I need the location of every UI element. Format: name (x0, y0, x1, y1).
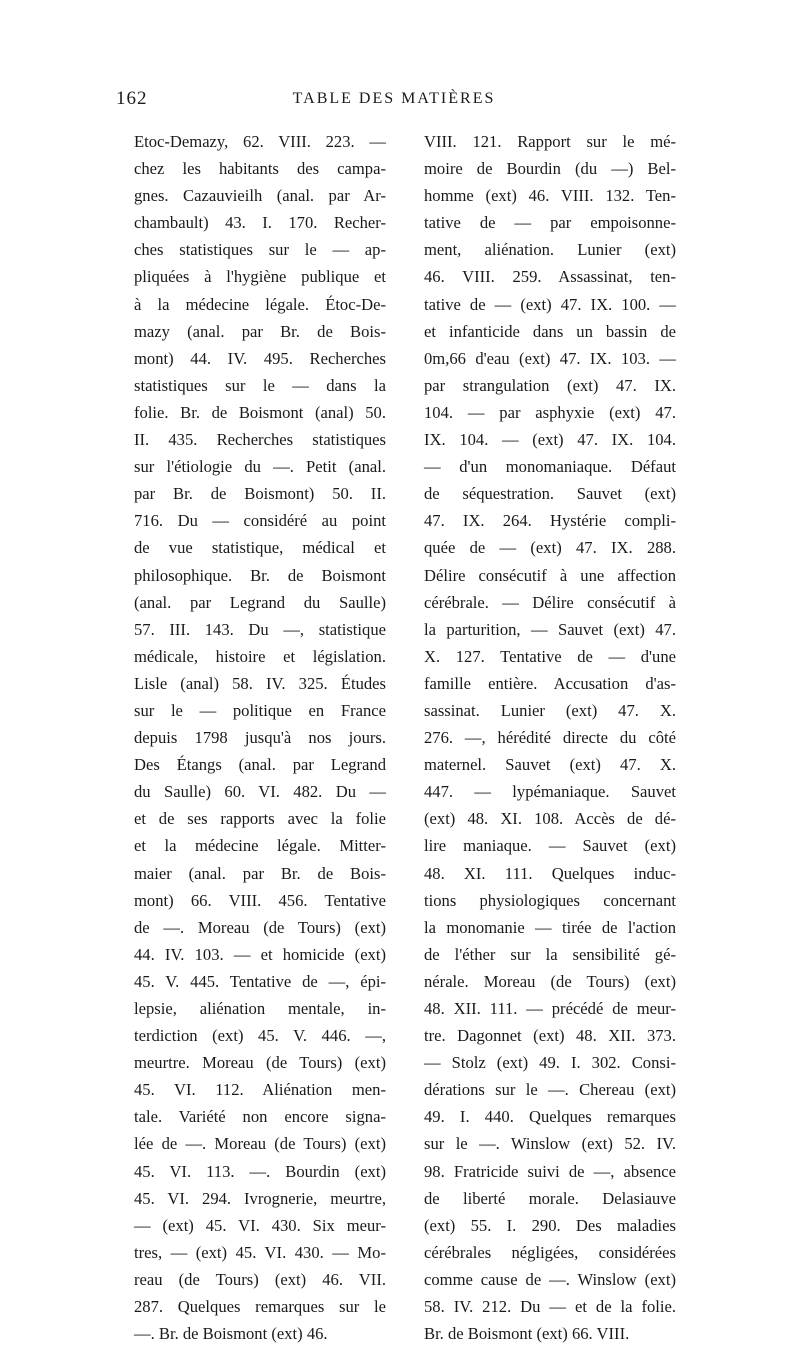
left-column-line: mont) 44. IV. 495. Recherches (134, 348, 386, 368)
right-column-line: — Stolz (ext) 49. I. 302. Consi- (424, 1053, 676, 1073)
right-column-line: Délire consécutif à une affection (424, 565, 676, 585)
left-column (134, 128, 386, 1344)
right-column-line: de séquestration. Sauvet (ext) (424, 484, 676, 504)
right-column-line: homme (ext) 46. VIII. 132. Ten- (424, 186, 676, 206)
left-column-line: II. 435. Recherches statistiques (134, 430, 386, 450)
right-column-line: 58. IV. 212. Du — et de la folie. (424, 1297, 676, 1317)
right-column-line: dérations sur le —. Chereau (ext) (424, 1080, 676, 1100)
left-column-line: sur l'étiologie du —. Petit (anal. (134, 457, 386, 477)
right-column-line: 0m,66 d'eau (ext) 47. IX. 103. — (424, 348, 676, 368)
right-column-line: tre. Dagonnet (ext) 48. XII. 373. (424, 1026, 676, 1046)
left-column-line: reau (de Tours) (ext) 46. VII. (134, 1269, 386, 1289)
right-column-line: de liberté morale. Delasiauve (424, 1188, 676, 1208)
left-column-line: —. Br. de Boismont (ext) 46. (134, 1324, 328, 1344)
left-column-line: de vue statistique, médical et (134, 538, 386, 558)
left-column-line: tale. Variété non encore signa- (134, 1107, 386, 1127)
left-column-line: folie. Br. de Boismont (anal) 50. (134, 402, 386, 422)
left-column-line: meurtre. Moreau (de Tours) (ext) (134, 1053, 386, 1073)
right-column-line: famille entière. Accusation d'as- (424, 673, 676, 693)
right-column-line: 447. — lypémaniaque. Sauvet (424, 782, 676, 802)
right-column-line: la monomanie — tirée de l'action (424, 917, 676, 937)
right-column-line: de l'éther sur la sensibilité gé- (424, 944, 676, 964)
page-number: 162 (116, 88, 148, 109)
left-column-line: Etoc-Demazy, 62. VIII. 223. — (134, 132, 386, 151)
running-head (116, 88, 672, 114)
right-column-line: nérale. Moreau (de Tours) (ext) (424, 971, 676, 991)
right-column-line: X. 127. Tentative de — d'une (424, 646, 676, 666)
right-column-line: sur le —. Winslow (ext) 52. IV. (424, 1134, 676, 1154)
right-column-line: (ext) 55. I. 290. Des maladies (424, 1215, 676, 1235)
left-column-line: lée de —. Moreau (de Tours) (ext) (134, 1134, 386, 1154)
right-column-line: VIII. 121. Rapport sur le mé- (424, 132, 676, 151)
right-column-line: 48. XI. 111. Quelques induc- (424, 863, 676, 883)
right-column-line: cérébrale. — Délire consécutif à (424, 592, 676, 612)
right-column-line: tions physiologiques concernant (424, 890, 676, 910)
right-column-line: tative de — (ext) 47. IX. 100. — (424, 294, 676, 314)
left-column-line: à la médecine légale. Étoc-De- (134, 294, 386, 314)
left-column-line: philosophique. Br. de Boismont (134, 565, 386, 585)
left-column-line: chambault) 43. I. 170. Recher- (134, 213, 386, 233)
right-column-line: 98. Fratricide suivi de —, absence (424, 1161, 676, 1181)
left-column-line: 44. IV. 103. — et homicide (ext) (134, 944, 386, 964)
left-column-line: statistiques sur le — dans la (134, 375, 386, 395)
right-column-line: 104. — par asphyxie (ext) 47. (424, 402, 676, 422)
right-column-line: 46. VIII. 259. Assassinat, ten- (424, 267, 676, 287)
right-column (424, 128, 676, 1344)
left-column-line: sur le — politique en France (134, 700, 386, 720)
right-column-line: cérébrales négligées, considérées (424, 1242, 676, 1262)
right-column-line: lire maniaque. — Sauvet (ext) (424, 836, 676, 856)
left-column-line: gnes. Cazauvieilh (anal. par Ar- (134, 186, 386, 206)
running-title: TABLE DES MATIÈRES (292, 90, 496, 107)
right-column-line: la parturition, — Sauvet (ext) 47. (424, 619, 676, 639)
left-column-line: ches statistiques sur le — ap- (134, 240, 386, 260)
left-column-line: terdiction (ext) 45. V. 446. —, (134, 1026, 386, 1046)
right-column-line: tative de — par empoisonne- (424, 213, 676, 233)
left-column-line: par Br. de Boismont) 50. II. (134, 484, 386, 504)
right-column-line: 276. —, hérédité directe du côté (424, 728, 676, 748)
left-column-line: 45. V. 445. Tentative de —, épi- (134, 971, 386, 991)
left-column-line: pliquées à l'hygiène publique et (134, 267, 386, 287)
right-column-line: par strangulation (ext) 47. IX. (424, 375, 676, 395)
right-column-line: quée de — (ext) 47. IX. 288. (424, 538, 676, 558)
right-column-line: et infanticide dans un bassin de (424, 321, 676, 341)
left-column-line: 45. VI. 112. Aliénation men- (134, 1080, 386, 1100)
left-column-line: tres, — (ext) 45. VI. 430. — Mo- (134, 1242, 386, 1262)
right-column-line: ment, aliénation. Lunier (ext) (424, 240, 676, 260)
left-column-line: depuis 1798 jusqu'à nos jours. (134, 728, 386, 748)
left-column-line: chez les habitants des campa- (134, 159, 386, 179)
right-column-line: (ext) 48. XI. 108. Accès de dé- (424, 809, 676, 829)
right-column-line: IX. 104. — (ext) 47. IX. 104. (424, 430, 676, 450)
right-column-line: — d'un monomaniaque. Défaut (424, 457, 676, 477)
left-column-line: mazy (anal. par Br. de Bois- (134, 321, 386, 341)
right-column-line: Br. de Boismont (ext) 66. VIII. (424, 1324, 630, 1344)
right-column-line: 47. IX. 264. Hystérie compli- (424, 511, 676, 531)
right-column-line: 49. I. 440. Quelques remarques (424, 1107, 676, 1127)
left-column-line: (anal. par Legrand du Saulle) (134, 592, 386, 612)
left-column-line: du Saulle) 60. VI. 482. Du — (134, 782, 386, 802)
left-column-line: Des Étangs (anal. par Legrand (134, 755, 386, 775)
right-column-line: sassinat. Lunier (ext) 47. X. (424, 700, 676, 720)
right-column-line: maternel. Sauvet (ext) 47. X. (424, 755, 676, 775)
left-column-line: médicale, histoire et législation. (134, 646, 386, 666)
left-column-line: 45. VI. 113. —. Bourdin (ext) (134, 1161, 386, 1181)
left-column-line: 287. Quelques remarques sur le (134, 1297, 386, 1317)
left-column-line: 45. VI. 294. Ivrognerie, meurtre, (134, 1188, 386, 1208)
left-column-line: et la médecine légale. Mitter- (134, 836, 386, 856)
left-column-line: — (ext) 45. VI. 430. Six meur- (134, 1215, 386, 1235)
right-column-line: 48. XII. 111. — précédé de meur- (424, 999, 676, 1018)
left-column-line: Lisle (anal) 58. IV. 325. Études (134, 673, 386, 693)
right-column-line: moire de Bourdin (du —) Bel- (424, 159, 676, 179)
left-column-line: 57. III. 143. Du —, statistique (134, 619, 386, 639)
left-column-line: 716. Du — considéré au point (134, 511, 386, 531)
left-column-line: de —. Moreau (de Tours) (ext) (134, 917, 386, 937)
left-column-line: mont) 66. VIII. 456. Tentative (134, 890, 386, 910)
right-column-line: comme cause de —. Winslow (ext) (424, 1269, 676, 1289)
left-column-line: lepsie, aliénation mentale, in- (134, 999, 386, 1018)
left-column-line: et de ses rapports avec la folie (134, 809, 386, 829)
left-column-line: maier (anal. par Br. de Bois- (134, 863, 386, 883)
